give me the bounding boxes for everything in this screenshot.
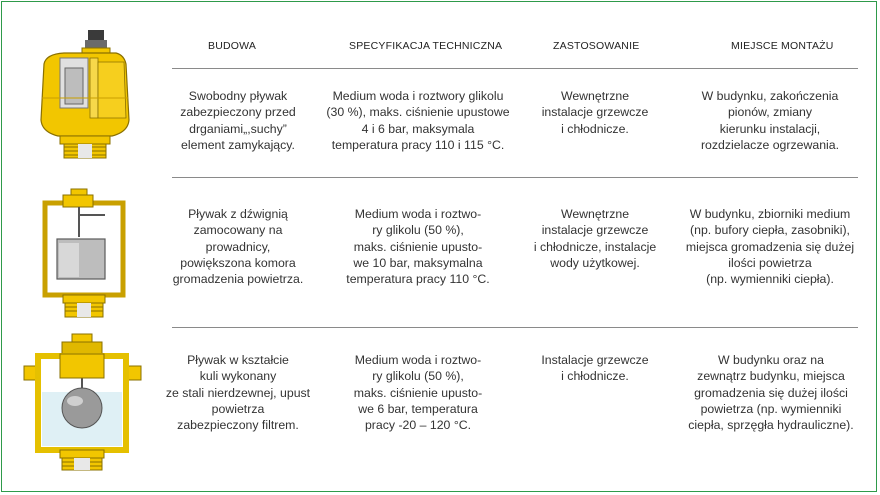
row1-specyfikacja: Medium woda i roztwory glikolu (30 %), maks. ciśnienie upustowe 4 i 6 bar, maksymala temperatura pracy 110 i 115 °C. (326, 89, 510, 152)
header-miejsce-montazu: MIEJSCE MONTAŻU (731, 40, 834, 52)
header-zastosowanie: ZASTOSOWANIE (553, 40, 640, 52)
row3-budowa: Pływak w kształcie kuli wykonany ze stali nierdzewnej, upust powietrza zabezpieczony filtrem. (165, 353, 311, 433)
row-divider (172, 327, 858, 328)
row2-zastosowanie: Wewnętrzne instalacje grzewcze i chłodnicze, instalacje wody użytkowej. (533, 207, 657, 270)
row3-zastosowanie: Instalacje grzewcze i chłodnicze. (541, 353, 649, 384)
air-vent-ball-float-illustration (20, 332, 145, 472)
header-specyfikacja: SPECYFIKACJA TECHNICZNA (349, 40, 503, 52)
air-vent-lever-float-illustration (35, 185, 135, 320)
row2-miejsce-montazu: W budynku, zbiorniki medium (np. bufory ciepła, zasobniki), miejsca gromadzenia się dużej ilości powietrza (np. wymienniki ciepła). (685, 207, 855, 287)
row3-miejsce-montazu: W budynku oraz na zewnątrz budynku, miejsca gromadzenia się dużej ilości powietrza (np. wymienniki ciepła, sprzęgła hydrauliczne). (688, 353, 854, 433)
row3-specyfikacja: Medium woda i roztwo- ry glikolu (50 %), maks. ciśnienie upusto- we 6 bar, temperatura pracy -20 – 120 °C. (353, 353, 483, 433)
row-divider (172, 68, 858, 69)
row1-zastosowanie: Wewnętrzne instalacje grzewcze i chłodnicze. (541, 89, 649, 136)
row1-miejsce-montazu: W budynku, zakończenia pionów, zmiany kierunku instalacji, rozdzielacze ogrzewania. (700, 89, 840, 152)
header-budowa: BUDOWA (208, 40, 257, 52)
row2-specyfikacja: Medium woda i roztwo- ry glikolu (50 %), maks. ciśnienie upusto- we 10 bar, maksymalna temperatura pracy 110 °C. (346, 207, 490, 287)
row1-budowa: Swobodny pływak zabezpieczony przed drganiami„,suchy” element zamykający. (180, 89, 296, 152)
row2-budowa: Pływak z dźwignią zamocowany na prowadnicy, powiększona komora gromadzenia powietrza. (172, 207, 304, 287)
row-divider (172, 177, 858, 178)
air-vent-free-float-illustration (30, 28, 140, 163)
